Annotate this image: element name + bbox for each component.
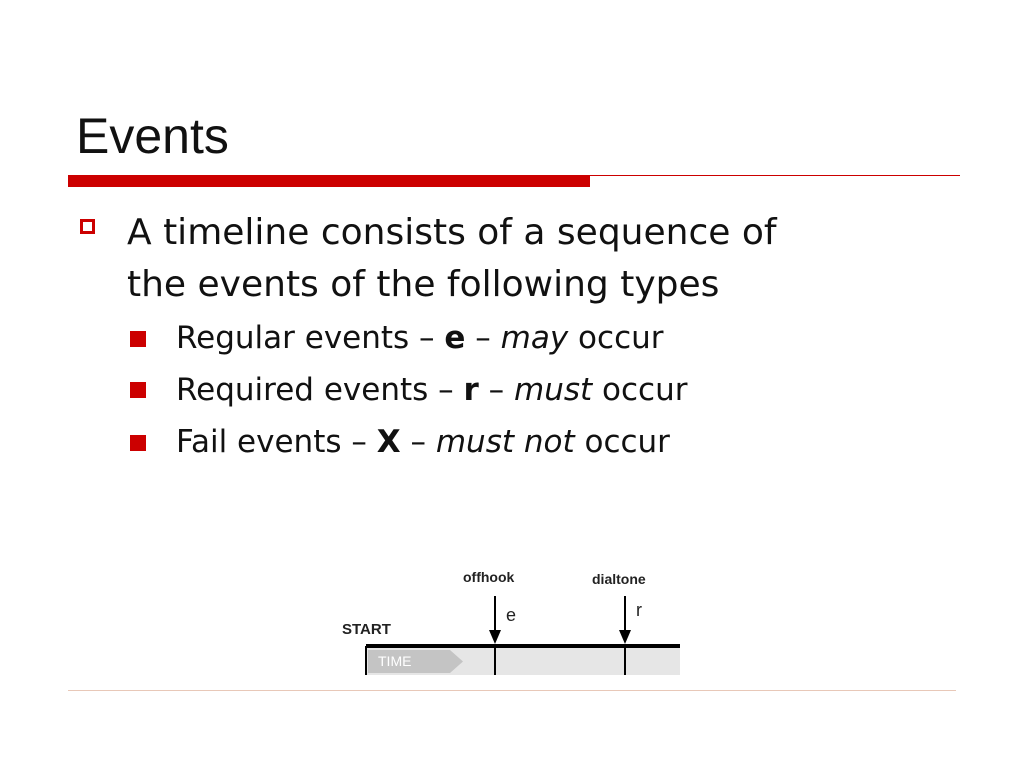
- sub-bullet-modality: must: [514, 372, 593, 408]
- sub-bullet-modality: may: [500, 320, 569, 356]
- hollow-square-bullet-icon: [80, 219, 95, 234]
- sub-bullet-modality: must not: [435, 424, 575, 460]
- sub-bullet-symbol: r: [463, 372, 479, 408]
- time-label: TIME: [378, 653, 412, 669]
- sub-bullet-label: Regular events –: [176, 320, 445, 356]
- main-bullet-line-2: the events of the following types: [127, 264, 720, 305]
- filled-square-bullet-icon: [130, 435, 146, 451]
- filled-square-bullet-icon: [130, 331, 146, 347]
- event-offhook-name: offhook: [463, 569, 515, 585]
- sub-bullet-dash: –: [465, 320, 501, 356]
- timeline-figure: [330, 560, 690, 680]
- sub-bullet-rest: occur: [574, 424, 670, 460]
- main-bullet-line-1: A timeline consists of a sequence of: [127, 212, 777, 253]
- sub-bullet-label: Required events –: [176, 372, 464, 408]
- event-dialtone-name: dialtone: [592, 571, 646, 587]
- event-offhook-type: e: [506, 605, 517, 625]
- sub-bullet-regular: [176, 318, 664, 358]
- sub-bullet-fail: [176, 422, 670, 462]
- main-bullet-text: [127, 207, 947, 311]
- sub-bullet-dash: –: [400, 424, 436, 460]
- title-underline-thin: [590, 175, 960, 176]
- sub-bullet-symbol: X: [376, 424, 401, 460]
- start-label: START: [342, 621, 391, 638]
- filled-square-bullet-icon: [130, 382, 146, 398]
- slide-title: Events: [76, 108, 229, 164]
- arrow-down-icon: [489, 630, 501, 644]
- footer-divider: [68, 690, 956, 691]
- title-underline-thick: [68, 175, 590, 187]
- sub-bullet-symbol: e: [444, 320, 466, 356]
- sub-bullet-rest: occur: [568, 320, 664, 356]
- sub-bullet-required: [176, 370, 687, 410]
- sub-bullet-rest: occur: [592, 372, 688, 408]
- sub-bullet-dash: –: [478, 372, 514, 408]
- event-dialtone-type: r: [636, 600, 642, 620]
- sub-bullet-label: Fail events –: [176, 424, 377, 460]
- arrow-down-icon: [619, 630, 631, 644]
